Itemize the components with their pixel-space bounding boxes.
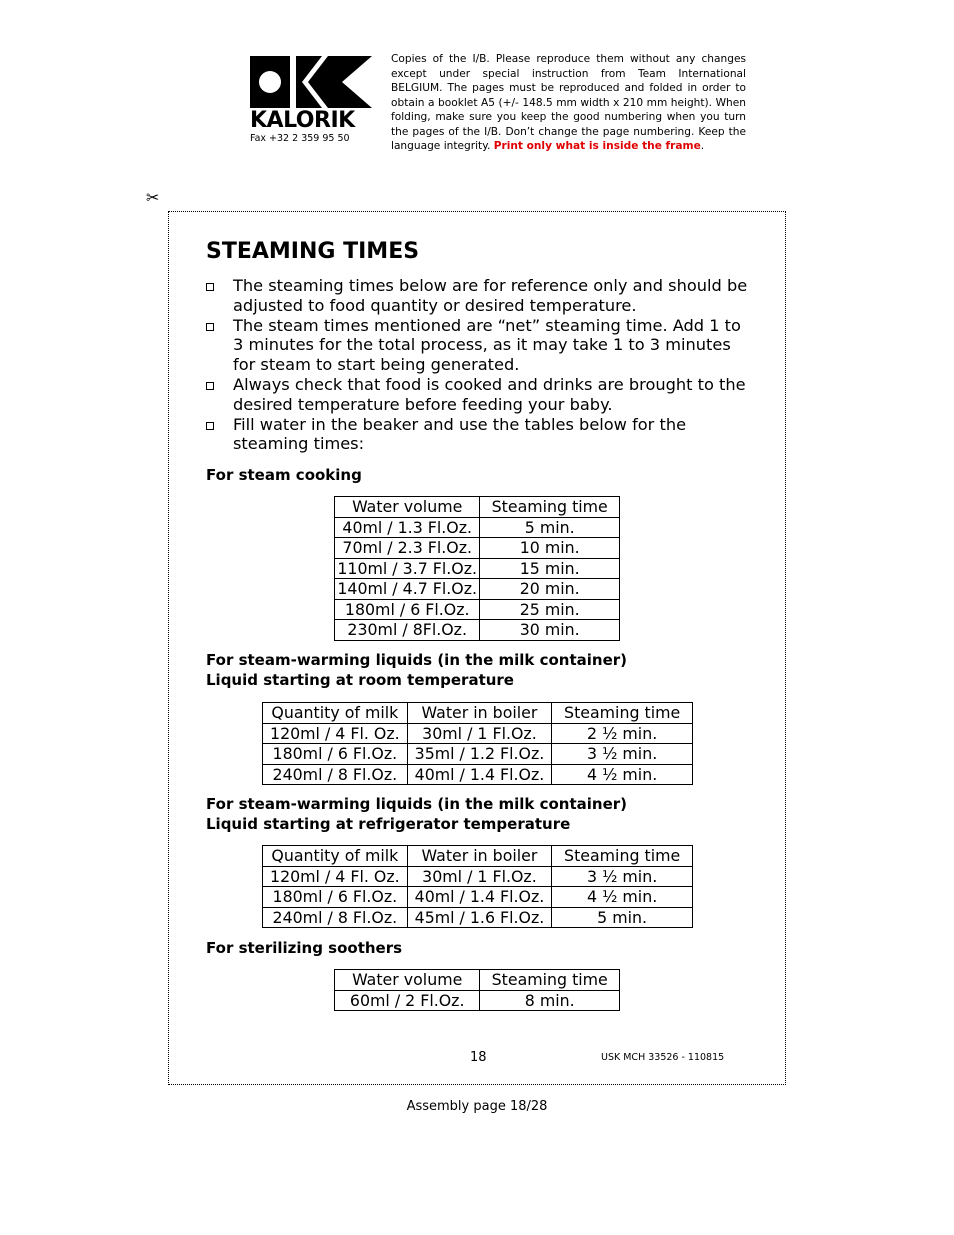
table-cell: 120ml / 4 Fl. Oz. <box>263 866 408 887</box>
notice-text: Copies of the I/B. Please reproduce them without any changes except under special instruction from Team International BELGIUM. The pages must be reproduced and folded in order to obtain a booklet A5 (+/- 148.5 mm width x 210 mm height). When folding, make sure you keep the good numbering when you turn the pages of the I/B. Don’t change the page numbering. Keep the language integrity. <box>391 53 746 152</box>
bullet-text: The steaming times below are for reference only and should be adjusted to food quantity or desired temperature. <box>233 276 748 315</box>
table-cell: 5 min. <box>552 907 693 928</box>
column-header: Steaming time <box>480 970 620 991</box>
column-header: Water in boiler <box>407 703 552 724</box>
logo-mark <box>250 56 372 108</box>
table-cell: 2 ½ min. <box>552 723 693 744</box>
section-title-sterilizing: For sterilizing soothers <box>206 939 403 957</box>
table-header-row <box>335 970 620 991</box>
table-cell: 240ml / 8 Fl.Oz. <box>263 764 408 785</box>
table-cell: 20 min. <box>480 579 620 600</box>
checkbox-bullet-icon <box>206 323 214 331</box>
table-cell: 110ml / 3.7 Fl.Oz. <box>335 558 480 579</box>
table-row <box>263 744 693 765</box>
table-row <box>335 558 620 579</box>
table-cell: 45ml / 1.6 Fl.Oz. <box>407 907 552 928</box>
table-cell: 40ml / 1.3 Fl.Oz. <box>335 517 480 538</box>
table-cell: 40ml / 1.4 Fl.Oz. <box>407 764 552 785</box>
checkbox-bullet-icon <box>206 382 214 390</box>
table-header-row <box>335 497 620 518</box>
table-cell: 230ml / 8Fl.Oz. <box>335 620 480 641</box>
table-header-row <box>263 846 693 867</box>
table-cell: 30 min. <box>480 620 620 641</box>
notice-emphasis: Print only what is inside the frame <box>493 140 701 152</box>
bullet-text: Fill water in the beaker and use the tables below for the steaming times: <box>233 414 687 454</box>
notice-end: . <box>700 140 705 152</box>
column-header: Quantity of milk <box>263 846 408 867</box>
table-cell: 30ml / 1 Fl.Oz. <box>407 723 552 744</box>
table-cell: 4 ½ min. <box>552 887 693 908</box>
table-cell: 5 min. <box>480 517 620 538</box>
table-cell: 8 min. <box>480 990 620 1011</box>
table-cell: 180ml / 6 Fl.Oz. <box>263 744 408 765</box>
fax-number: Fax +32 2 359 95 50 <box>250 133 350 144</box>
scissors-icon: ✂ <box>146 188 160 207</box>
table-cell: 3 ½ min. <box>552 866 693 887</box>
table-cell: 60ml / 2 Fl.Oz. <box>335 990 480 1011</box>
table-cell: 180ml / 6 Fl.Oz. <box>335 599 480 620</box>
document-reference: USK MCH 33526 - 110815 <box>601 1052 725 1063</box>
column-header: Water volume <box>335 970 480 991</box>
table-row <box>335 538 620 559</box>
list-item <box>206 316 751 375</box>
table-cell: 120ml / 4 Fl. Oz. <box>263 723 408 744</box>
list-item <box>206 415 751 455</box>
table-cell: 15 min. <box>480 558 620 579</box>
table-cell: 35ml / 1.2 Fl.Oz. <box>407 744 552 765</box>
bullet-list <box>206 276 751 454</box>
table-row <box>263 887 693 908</box>
column-header: Steaming time <box>552 846 693 867</box>
table-cell: 30ml / 1 Fl.Oz. <box>407 866 552 887</box>
table-cell: 25 min. <box>480 599 620 620</box>
table-row <box>263 764 693 785</box>
section-title-steam-cooking: For steam cooking <box>206 466 362 484</box>
steam-cooking-table <box>334 496 620 641</box>
table-cell: 180ml / 6 Fl.Oz. <box>263 887 408 908</box>
table-row <box>335 599 620 620</box>
page-title: STEAMING TIMES <box>206 239 420 264</box>
sterilizing-table <box>334 969 620 1011</box>
section-title-room-temp: For steam-warming liquids (in the milk container) <box>206 651 627 669</box>
column-header: Steaming time <box>480 497 620 518</box>
table-cell: 140ml / 4.7 Fl.Oz. <box>335 579 480 600</box>
table-row <box>335 579 620 600</box>
refrigerator-temperature-table <box>262 845 693 928</box>
table-row <box>263 866 693 887</box>
column-header: Water volume <box>335 497 480 518</box>
checkbox-bullet-icon <box>206 283 214 291</box>
section-title-fridge-temp: For steam-warming liquids (in the milk container) <box>206 795 627 813</box>
section-subtitle-fridge-temp: Liquid starting at refrigerator temperature <box>206 815 571 833</box>
bullet-text: The steam times mentioned are “net” steaming time. Add 1 to 3 minutes for the total process, as it may take 1 to 3 minutes for steam to start being generated. <box>233 315 741 375</box>
list-item <box>206 276 751 316</box>
table-cell: 240ml / 8 Fl.Oz. <box>263 907 408 928</box>
list-item <box>206 375 751 415</box>
print-notice <box>391 52 746 154</box>
room-temperature-table <box>262 702 693 785</box>
logo-wordmark: KALORIK <box>250 108 355 133</box>
brand-logo <box>250 56 372 108</box>
table-cell: 70ml / 2.3 Fl.Oz. <box>335 538 480 559</box>
bullet-text: Always check that food is cooked and drinks are brought to the desired temperature before feeding your baby. <box>233 374 746 414</box>
table-cell: 10 min. <box>480 538 620 559</box>
table-header-row <box>263 703 693 724</box>
column-header: Quantity of milk <box>263 703 408 724</box>
table-row <box>335 620 620 641</box>
table-row <box>335 517 620 538</box>
section-subtitle-room-temp: Liquid starting at room temperature <box>206 671 514 689</box>
table-row <box>335 990 620 1011</box>
page-number: 18 <box>470 1050 487 1065</box>
table-cell: 40ml / 1.4 Fl.Oz. <box>407 887 552 908</box>
assembly-page-label: Assembly page 18/28 <box>406 1099 548 1114</box>
column-header: Water in boiler <box>407 846 552 867</box>
table-cell: 4 ½ min. <box>552 764 693 785</box>
table-row <box>263 723 693 744</box>
table-row <box>263 907 693 928</box>
table-cell: 3 ½ min. <box>552 744 693 765</box>
column-header: Steaming time <box>552 703 693 724</box>
checkbox-bullet-icon <box>206 422 214 430</box>
